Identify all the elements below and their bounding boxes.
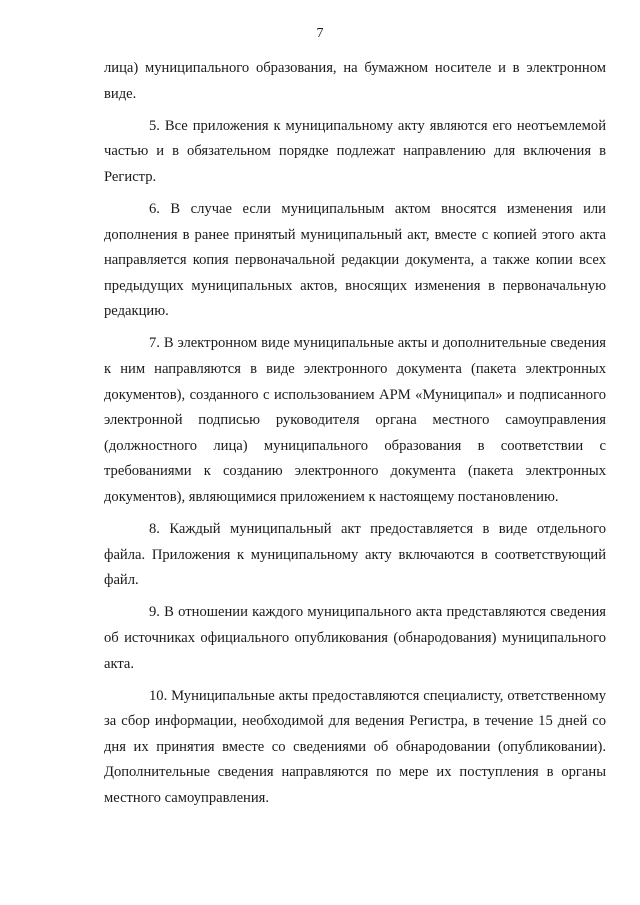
document-body	[104, 56, 606, 818]
paragraph-10: 10. Муниципальные акты предоставляются специалисту, ответственному за сбор информации, необходимой для ведения Регистра, в течение 15 дней со дня их принятия вместе со сведениями об обнародовании (опубликовании). Дополнительные сведения направляются по мере их поступления в органы местного самоуправления.	[104, 687, 606, 807]
paragraph-continuation: лица) муниципального образования, на бумажном носителе и в электронном виде.	[104, 60, 606, 102]
paragraph-5: 5. Все приложения к муниципальному акту являются его неотъемлемой частью и в обязательном порядке подлежат направлению для включения в Регистр.	[104, 117, 606, 185]
paragraph-9: 9. В отношении каждого муниципального акта представляются сведения об источниках официального опубликования (обнародования) муниципального акта.	[104, 604, 606, 672]
paragraph-6: 6. В случае если муниципальным актом вносятся изменения или дополнения в ранее принятый муниципальный акт, вместе с копией этого акта направляется копия первоначальной редакции документа, а также копии всех предыдущих муниципальных актов, вносящих изменения в первоначальную редакцию.	[104, 200, 606, 320]
paragraph-7: 7. В электронном виде муниципальные акты и дополнительные сведения к ним направляются в виде электронного документа (пакета электронных документов), созданного с использованием АРМ «Муниципал» и подписанного электронной подписью руководителя органа местного самоуправления (должностного лица) муниципального образования в соответствии с требованиями к созданию электронного документа (пакета электронных документов), являющимися приложением к настоящему постановлению.	[104, 335, 606, 505]
page-number: 7	[316, 26, 324, 41]
paragraph-8: 8. Каждый муниципальный акт предоставляется в виде отдельного файла. Приложения к муниципальному акту включаются в соответствующий файл.	[104, 521, 606, 589]
